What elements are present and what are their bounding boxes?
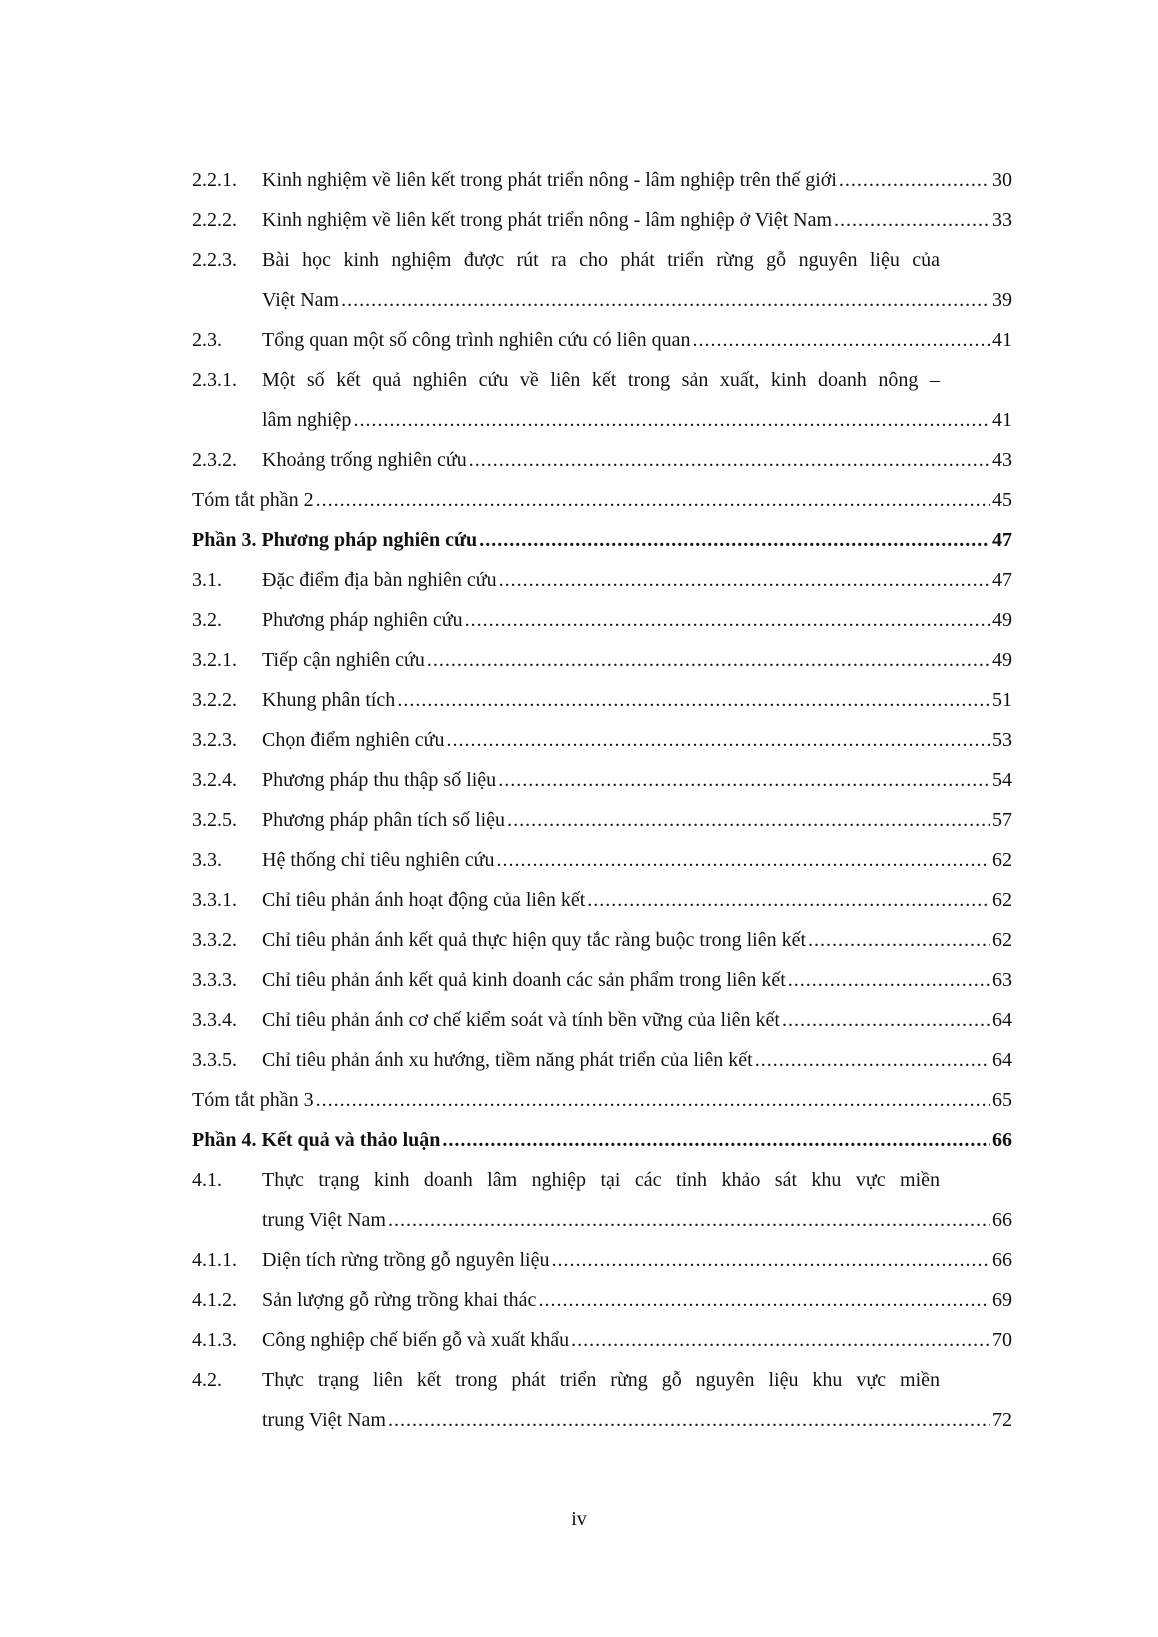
toc-entry-title: Chỉ tiêu phản ánh cơ chế kiểm soát và tính bền vững của liên kết <box>262 1009 780 1031</box>
toc-entry-number: 2.3.2. <box>192 449 237 471</box>
toc-entry-number: 3.2.4. <box>192 769 237 791</box>
toc-entry-number: 3.3.1. <box>192 889 237 911</box>
toc-entry-title: Hệ thống chỉ tiêu nghiên cứu <box>262 849 495 871</box>
toc-leader-dots <box>496 840 990 880</box>
toc-entry-title: Phương pháp thu thập số liệu <box>262 769 497 791</box>
toc-leader-dots <box>316 1080 990 1120</box>
toc-entry-number: 3.3.2. <box>192 929 237 951</box>
toc-leader-dots <box>397 680 990 720</box>
toc-leader-dots <box>551 1240 990 1280</box>
toc-entry-number: 3.3.4. <box>192 1009 237 1031</box>
toc-entry-title: Chỉ tiêu phản ánh kết quả kinh doanh các sản phẩm trong liên kết <box>262 969 786 991</box>
toc-entry[interactable] <box>192 960 1012 1000</box>
toc-entry-title: Việt Nam <box>262 289 340 311</box>
toc-entry-number: 2.2.2. <box>192 209 237 231</box>
toc-leader-dots <box>479 520 990 560</box>
toc-leader-dots <box>388 1400 990 1440</box>
toc-entry-title-line1: Bài học kinh nghiệm được rút ra cho phát triển rừng gỗ nguyên liệu của <box>262 249 940 271</box>
toc-entry-number: 3.3. <box>192 849 222 871</box>
toc-entry-page: 64 <box>992 1049 1012 1071</box>
toc-entry[interactable] <box>192 200 1012 240</box>
toc-leader-dots <box>316 480 990 520</box>
toc-entry-number: 4.1. <box>192 1169 222 1191</box>
toc-entry-number: 2.3.1. <box>192 369 237 391</box>
toc-entry-continuation[interactable] <box>192 1400 1012 1440</box>
toc-entry-page: 30 <box>992 169 1012 191</box>
table-of-contents <box>192 160 1012 1440</box>
toc-entry-title: Khoảng trống nghiên cứu <box>262 449 467 471</box>
toc-entry[interactable] <box>192 840 1012 880</box>
toc-entry[interactable] <box>192 1360 1012 1400</box>
toc-entry[interactable] <box>192 720 1012 760</box>
toc-entry-page: 51 <box>992 689 1012 711</box>
toc-entry-page: 41 <box>992 409 1012 431</box>
toc-entry-number: 3.2. <box>192 609 222 631</box>
toc-entry[interactable] <box>192 440 1012 480</box>
toc-entry-number: 4.1.3. <box>192 1329 237 1351</box>
toc-entry-continuation[interactable] <box>192 400 1012 440</box>
toc-entry[interactable] <box>192 600 1012 640</box>
toc-entry-title: Phần 3. Phương pháp nghiên cứu <box>192 529 478 551</box>
toc-entry-page: 66 <box>992 1249 1012 1271</box>
toc-entry-number: 3.2.1. <box>192 649 237 671</box>
toc-entry-number: 3.3.5. <box>192 1049 237 1071</box>
toc-entry-title: Phương pháp phân tích số liệu <box>262 809 506 831</box>
toc-entry-title: Tóm tắt phần 2 <box>192 489 314 511</box>
toc-entry[interactable] <box>192 320 1012 360</box>
toc-leader-dots <box>507 800 990 840</box>
toc-entry[interactable] <box>192 160 1012 200</box>
toc-leader-dots <box>498 760 990 800</box>
toc-entry-page: 57 <box>992 809 1012 831</box>
toc-entry-title: Chỉ tiêu phản ánh hoạt động của liên kết <box>262 889 586 911</box>
toc-entry-title-line1: Thực trạng kinh doanh lâm nghiệp tại các tỉnh khảo sát khu vực miền <box>262 1169 940 1191</box>
toc-leader-dots <box>755 1040 990 1080</box>
toc-entry-title: Công nghiệp chế biến gỗ và xuất khẩu <box>262 1329 570 1351</box>
toc-leader-dots <box>782 1000 990 1040</box>
toc-leader-dots <box>388 1200 990 1240</box>
toc-entry-title: lâm nghiệp <box>262 409 352 431</box>
toc-entry[interactable] <box>192 240 1012 280</box>
toc-entry-continuation[interactable] <box>192 1200 1012 1240</box>
toc-entry[interactable] <box>192 920 1012 960</box>
toc-leader-dots <box>808 920 990 960</box>
toc-entry-page: 69 <box>992 1289 1012 1311</box>
toc-entry-continuation[interactable] <box>192 280 1012 320</box>
toc-leader-dots <box>442 1120 990 1160</box>
toc-leader-dots <box>465 600 990 640</box>
toc-entry-page: 49 <box>992 649 1012 671</box>
toc-leader-dots <box>469 440 990 480</box>
toc-entry-title: Phần 4. Kết quả và thảo luận <box>192 1129 441 1151</box>
toc-entry-page: 49 <box>992 609 1012 631</box>
toc-leader-dots <box>427 640 990 680</box>
toc-leader-dots <box>693 320 990 360</box>
toc-entry[interactable] <box>192 560 1012 600</box>
page-number: iv <box>571 1508 587 1530</box>
toc-leader-dots <box>499 560 990 600</box>
toc-entry-page: 43 <box>992 449 1012 471</box>
toc-entry[interactable] <box>192 1000 1012 1040</box>
toc-entry-page: 62 <box>992 889 1012 911</box>
toc-entry-title: Chọn điểm nghiên cứu <box>262 729 445 751</box>
toc-entry-page: 62 <box>992 929 1012 951</box>
toc-leader-dots <box>571 1320 990 1360</box>
toc-entry-number: 4.1.1. <box>192 1249 237 1271</box>
toc-entry-number: 2.2.1. <box>192 169 237 191</box>
toc-entry-title: Chỉ tiêu phản ánh xu hướng, tiềm năng phát triển của liên kết <box>262 1049 753 1071</box>
toc-entry-page: 70 <box>992 1329 1012 1351</box>
toc-entry-title-line1: Thực trạng liên kết trong phát triển rừng gỗ nguyên liệu khu vực miền <box>262 1369 940 1391</box>
toc-entry[interactable] <box>192 1240 1012 1280</box>
toc-entry-title: Tóm tắt phần 3 <box>192 1089 314 1111</box>
toc-entry-number: 2.3. <box>192 329 222 351</box>
toc-entry[interactable] <box>192 1040 1012 1080</box>
toc-entry[interactable] <box>192 800 1012 840</box>
toc-entry[interactable] <box>192 1320 1012 1360</box>
toc-entry-page: 39 <box>992 289 1012 311</box>
toc-entry-number: 3.2.2. <box>192 689 237 711</box>
toc-part-heading[interactable] <box>192 520 1012 560</box>
toc-entry-title: trung Việt Nam <box>262 1409 386 1431</box>
toc-entry[interactable] <box>192 680 1012 720</box>
toc-entry-title: Chỉ tiêu phản ánh kết quả thực hiện quy tắc ràng buộc trong liên kết <box>262 929 807 951</box>
toc-entry[interactable] <box>192 1280 1012 1320</box>
toc-entry-title: Tiếp cận nghiên cứu <box>262 649 425 671</box>
toc-entry[interactable] <box>192 360 1012 400</box>
toc-entry-title: Đặc điểm địa bàn nghiên cứu <box>262 569 497 591</box>
toc-part-heading[interactable] <box>192 1120 1012 1160</box>
toc-entry-page: 53 <box>992 729 1012 751</box>
toc-leader-dots <box>538 1280 990 1320</box>
toc-entry-page: 47 <box>992 529 1012 551</box>
toc-entry-number: 3.2.5. <box>192 809 237 831</box>
toc-entry-page: 65 <box>992 1089 1012 1111</box>
toc-entry-page: 72 <box>992 1409 1012 1431</box>
toc-entry-title: Khung phân tích <box>262 689 396 711</box>
toc-leader-dots <box>834 200 990 240</box>
toc-entry-page: 47 <box>992 569 1012 591</box>
toc-entry-number: 4.1.2. <box>192 1289 237 1311</box>
toc-entry-title: Kinh nghiệm về liên kết trong phát triển nông - lâm nghiệp ở Việt Nam <box>262 209 832 231</box>
toc-entry-page: 33 <box>992 209 1012 231</box>
toc-entry-page: 63 <box>992 969 1012 991</box>
toc-entry-title: trung Việt Nam <box>262 1209 386 1231</box>
toc-leader-dots <box>446 720 990 760</box>
toc-entry[interactable] <box>192 760 1012 800</box>
toc-entry-number: 3.1. <box>192 569 222 591</box>
toc-entry[interactable] <box>192 640 1012 680</box>
toc-leader-dots <box>788 960 990 1000</box>
toc-entry-title: Tổng quan một số công trình nghiên cứu có liên quan <box>262 329 691 351</box>
toc-entry[interactable] <box>192 880 1012 920</box>
toc-entry-page: 66 <box>992 1209 1012 1231</box>
toc-entry-title: Sản lượng gỗ rừng trồng khai thác <box>262 1289 537 1311</box>
toc-entry-title: Diện tích rừng trồng gỗ nguyên liệu <box>262 1249 550 1271</box>
toc-leader-dots <box>587 880 990 920</box>
toc-entry-number: 3.2.3. <box>192 729 237 751</box>
toc-entry-title-line1: Một số kết quả nghiên cứu về liên kết trong sản xuất, kinh doanh nông – <box>262 369 940 391</box>
toc-leader-dots <box>839 160 990 200</box>
toc-entry-page: 62 <box>992 849 1012 871</box>
toc-leader-dots <box>353 400 990 440</box>
toc-entry-page: 66 <box>992 1129 1012 1151</box>
toc-entry-page: 54 <box>992 769 1012 791</box>
toc-entry-number: 4.2. <box>192 1369 222 1391</box>
toc-entry-summary[interactable] <box>192 1080 1012 1120</box>
toc-entry-page: 45 <box>992 489 1012 511</box>
toc-entry-number: 2.2.3. <box>192 249 237 271</box>
toc-entry-summary[interactable] <box>192 480 1012 520</box>
toc-entry-title: Kinh nghiệm về liên kết trong phát triển nông - lâm nghiệp trên thế giới <box>262 169 837 191</box>
toc-entry[interactable] <box>192 1160 1012 1200</box>
toc-leader-dots <box>341 280 990 320</box>
toc-entry-page: 41 <box>992 329 1012 351</box>
toc-entry-title: Phương pháp nghiên cứu <box>262 609 463 631</box>
toc-entry-number: 3.3.3. <box>192 969 237 991</box>
toc-entry-page: 64 <box>992 1009 1012 1031</box>
